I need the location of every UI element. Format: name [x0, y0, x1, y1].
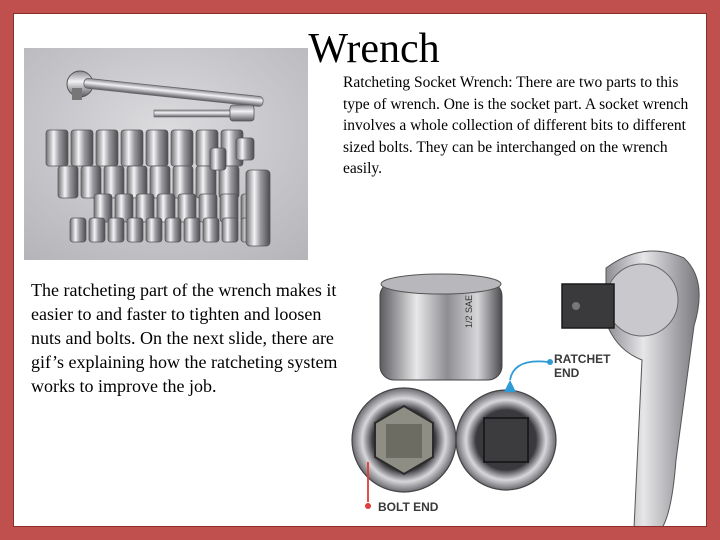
socket-collection	[46, 130, 259, 242]
socket	[222, 218, 238, 242]
ratcheting-explanation: The ratcheting part of the wrench makes it easier to and faster to tighten and loosen nuts and bolts. On the next slide, there are gif’s explaining how the ratcheting system works to improve the job.	[31, 280, 338, 396]
socket	[219, 166, 239, 198]
slide-title: Wrench	[308, 26, 440, 72]
socket-ratchet-diagram	[344, 240, 707, 527]
ratchet-head	[562, 251, 699, 527]
ratchet-end-label-line2: END	[554, 366, 580, 380]
socket	[146, 130, 168, 166]
socket	[96, 130, 118, 166]
socket	[71, 130, 93, 166]
slide-content-area	[13, 13, 707, 527]
socket	[104, 166, 124, 198]
socket	[165, 218, 181, 242]
ratchet-end-callout	[504, 359, 553, 392]
ratchet-end-socket	[456, 390, 556, 490]
socket	[150, 166, 170, 198]
socket	[81, 166, 101, 198]
socket	[46, 130, 68, 166]
socket	[173, 166, 193, 198]
socket	[121, 130, 143, 166]
socket	[184, 218, 200, 242]
svg-text:1/2 SAE: 1/2 SAE	[464, 294, 474, 328]
socket	[89, 218, 105, 242]
socket	[196, 166, 216, 198]
standing-socket	[380, 274, 502, 380]
socket	[146, 218, 162, 242]
socket	[127, 166, 147, 198]
bolt-end-label: BOLT END	[378, 500, 439, 514]
socket	[127, 218, 143, 242]
socket	[58, 166, 78, 198]
socket	[108, 218, 124, 242]
socket-set-photo	[24, 48, 308, 260]
socket	[171, 130, 193, 166]
socket	[203, 218, 219, 242]
ratchet-end-label-line1: RATCHET	[554, 352, 611, 366]
ratcheting-description: Ratcheting Socket Wrench: There are two parts to this type of wrench. One is the socket part. A socket wrench involves a whole collection of different bits to different sized bolts. They can be interchanged on the wrench easily.	[343, 74, 689, 177]
deep-socket	[246, 170, 270, 246]
socket	[70, 218, 86, 242]
